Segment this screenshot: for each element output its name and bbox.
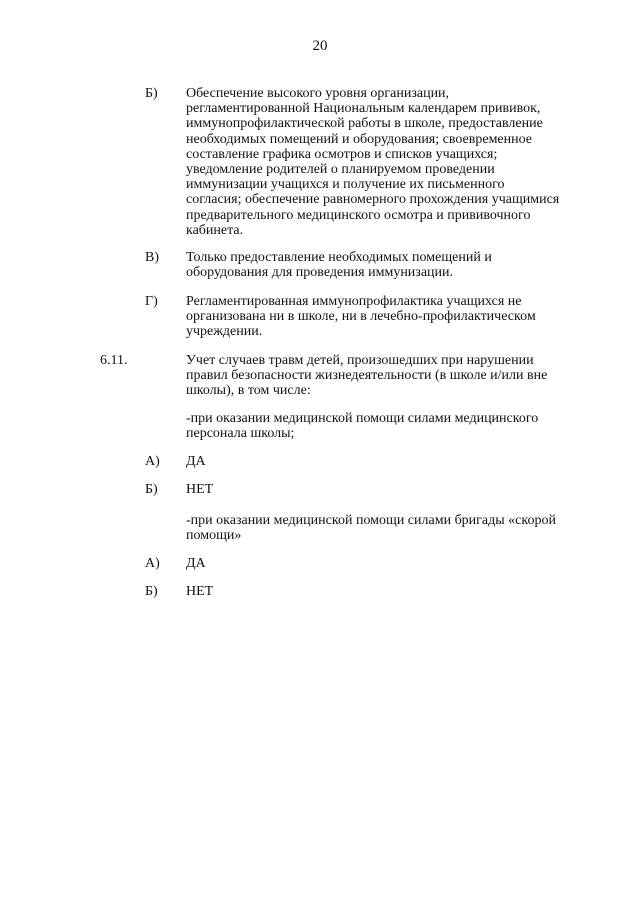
answer-text: НЕТ	[186, 482, 214, 497]
page-number: 20	[312, 38, 328, 54]
answer-label: А)	[145, 556, 160, 571]
option-text: Регламентированная иммунопрофилактика учащихся не организована ни в школе, ни в лечебно-профилактическом учреждении.	[186, 294, 536, 340]
answer-text: ДА	[186, 454, 206, 469]
answer-label: Б)	[145, 584, 158, 599]
answer-label: Б)	[145, 482, 158, 497]
option-label: Г)	[145, 294, 158, 309]
option-text: Только предоставление необходимых помещений и оборудования для проведения иммунизации.	[186, 250, 492, 281]
answer-label: А)	[145, 454, 160, 469]
question-text: Учет случаев травм детей, произошедших при нарушении правил безопасности жизнедеятельности (в школе и/или вне школы), в том числе:	[186, 353, 548, 399]
option-label: Б)	[145, 86, 158, 101]
subquestion-text: -при оказании медицинской помощи силами медицинского персонала школы;	[186, 411, 539, 442]
question-number: 6.11.	[100, 353, 128, 368]
subquestion-text: -при оказании медицинской помощи силами бригады «скорой помощи»	[186, 513, 556, 544]
option-label: В)	[145, 250, 159, 265]
answer-text: ДА	[186, 556, 206, 571]
answer-text: НЕТ	[186, 584, 214, 599]
option-text: Обеспечение высокого уровня организации, регламентированной Национальным календарем прививок, иммунопрофилактической работы в школе, предоставление необходимых помещений и оборудования; своевременное составление графика осмотров и списков учащихся; уведомление родителей о планируемом проведении иммунизации учащихся и получение их письменного согласия; обеспечение равномерного прохождения учащимися предварительного медицинского осмотра и прививочного кабинета.	[186, 86, 560, 238]
